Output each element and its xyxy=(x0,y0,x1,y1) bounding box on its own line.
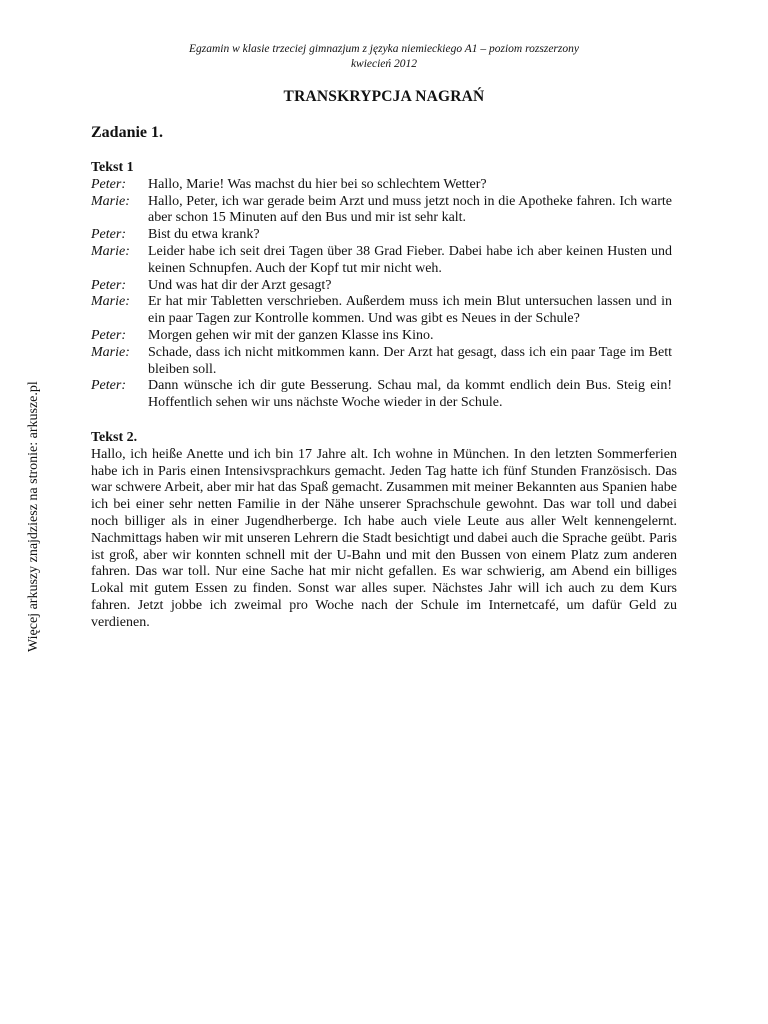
speech: Morgen gehen wir mit der ganzen Klasse ins Kino. xyxy=(148,327,434,343)
text-1-label: Tekst 1 xyxy=(91,160,134,175)
page-header xyxy=(0,42,768,72)
dialogue-line xyxy=(91,278,672,295)
speaker: Peter: xyxy=(91,378,126,394)
speaker: Peter: xyxy=(91,327,126,343)
speech: Hallo, Peter, ich war gerade beim Arzt und muss jetzt noch in die Apotheke fahren. Ich warte aber schon 15 Minuten auf den Bus und mir ist sehr kalt. xyxy=(148,193,672,226)
speaker: Marie: xyxy=(91,243,130,259)
side-watermark-text: Więcej arkuszy znajdziesz na stronie: arkusze.pl xyxy=(26,381,41,652)
speech: Leider habe ich seit drei Tagen über 38 Grad Fieber. Dabei habe ich aber keinen Husten und keinen Schnupfen. Auch der Kopf tut mir nicht weh. xyxy=(148,243,672,276)
speech: Schade, dass ich nicht mitkommen kann. Der Arzt hat gesagt, dass ich ein paar Tage im Bett bleiben soll. xyxy=(148,344,672,377)
speaker: Peter: xyxy=(91,277,126,293)
exam-date: kwiecień 2012 xyxy=(350,58,418,70)
text-2-paragraph: Hallo, ich heiße Anette und ich bin 17 Jahre alt. Ich wohne in München. In den letzten Sommerferien habe ich in Paris einen Intensivsprachkurs gemacht. Jeden Tag hatte ich fünf Stunden Französisch. Das war schwere Arbeit, aber mir hat das Spaß gemacht. Zusammen mit meiner Bekannten aus Spanien habe ich bei einer sehr netten Familie in der Nähe unserer Sprachschule gewohnt. Das war toll und dabei noch billiger als in einer Jugendherberge. Ich habe auch viele Leute aus aller Welt kennengelernt. Nachmittags haben wir mit unseren Lehrern die Stadt besichtigt und dabei auch die Sprache geübt. Paris ist groß, aber wir konnten schnell mit der U-Bahn und mit den Bussen von einem Platz zum anderen fahren. Das war toll. Nur eine Sache hat mir nicht gefallen. Es war schwierig, am Abend ein billiges Lokal mit gutem Essen zu finden. Sonst war alles super. Nächstes Jahr will ich auch zu dem Kurs fahren. Jetzt jobbe ich zweimal pro Woche nach der Schule im Internetcafé, um dafür Geld zu verdienen. xyxy=(91,446,677,630)
speech: Und was hat dir der Arzt gesagt? xyxy=(148,277,332,293)
speech: Hallo, Marie! Was machst du hier bei so schlechtem Wetter? xyxy=(148,176,487,192)
text-1-section xyxy=(91,160,672,412)
dialogue-line xyxy=(91,177,672,194)
document-title: TRANSKRYPCJA NAGRAŃ xyxy=(283,88,485,105)
dialogue-line xyxy=(91,227,672,244)
exam-name: Egzamin w klasie trzeciej gimnazjum z języka niemieckiego A1 – poziom rozszerzony xyxy=(189,43,579,55)
speaker: Peter: xyxy=(91,176,126,192)
dialogue-line xyxy=(91,244,672,278)
speaker: Peter: xyxy=(91,227,126,243)
speech: Er hat mir Tabletten verschrieben. Außerdem muss ich mein Blut untersuchen lassen und in ein paar Tagen zur Kontrolle kommen. Und was gibt es Neues in der Schule? xyxy=(148,294,672,327)
speaker: Marie: xyxy=(91,193,130,209)
dialogue-line xyxy=(91,328,672,345)
text-2-label: Tekst 2. xyxy=(91,430,138,445)
dialogue-line xyxy=(91,194,672,228)
speech: Dann wünsche ich dir gute Besserung. Schau mal, da kommt endlich dein Bus. Steig ein! Hoffentlich sehen wir uns nächste Woche wieder in der Schule. xyxy=(148,378,672,411)
speech: Bist du etwa krank? xyxy=(148,227,260,243)
task-heading: Zadanie 1. xyxy=(91,124,164,141)
speaker: Marie: xyxy=(91,294,130,310)
dialogue-line xyxy=(91,378,672,412)
dialogue-line xyxy=(91,345,672,379)
speaker: Marie: xyxy=(91,344,130,360)
dialogue-line xyxy=(91,294,672,328)
text-2-section xyxy=(91,430,677,632)
